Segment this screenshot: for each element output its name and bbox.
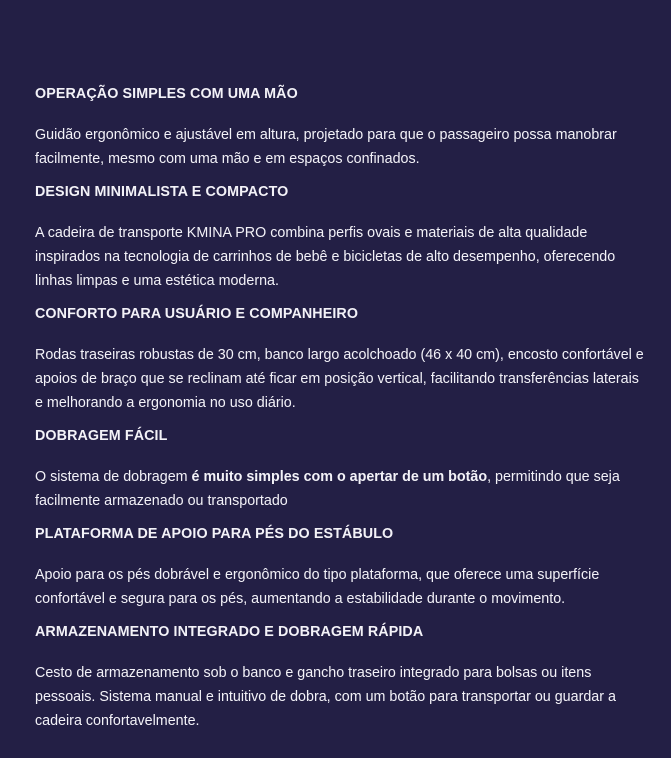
- section-heading: DESIGN MINIMALISTA E COMPACTO: [35, 184, 289, 200]
- feature-section-design: [35, 182, 649, 293]
- section-text: [35, 465, 649, 513]
- section-text-bold: é muito simples com o apertar de um botão: [191, 469, 488, 485]
- section-text: Guidão ergonômico e ajustável em altura, projetado para que o passageiro possa manobrar facilmente, mesmo com uma mão e em espaços confinados.: [35, 127, 617, 167]
- feature-section-footrest: [35, 524, 649, 611]
- feature-section-one-hand: [35, 84, 649, 171]
- section-heading: DOBRAGEM FÁCIL: [35, 428, 168, 444]
- section-heading: ARMAZENAMENTO INTEGRADO E DOBRAGEM RÁPIDA: [35, 624, 424, 640]
- feature-section-comfort: [35, 304, 649, 415]
- feature-section-storage: [35, 622, 649, 733]
- section-text: A cadeira de transporte KMINA PRO combina perfis ovais e materiais de alta qualidade inspirados na tecnologia de carrinhos de bebê e bicicletas de alto desempenho, oferecendo linhas limpas e uma estética moderna.: [35, 225, 616, 289]
- section-text: Apoio para os pés dobrável e ergonômico do tipo plataforma, que oferece uma superfície confortável e segura para os pés, aumentando a estabilidade durante o movimento.: [35, 567, 600, 607]
- section-text-start: O sistema de dobragem: [35, 469, 192, 485]
- section-text: Cesto de armazenamento sob o banco e gancho traseiro integrado para bolsas ou itens pessoais. Sistema manual e intuitivo de dobra, com um botão para transportar ou guardar a cadeira confortavelmente.: [35, 665, 616, 729]
- section-heading: OPERAÇÃO SIMPLES COM UMA MÃO: [35, 86, 298, 102]
- section-text-end: , permitindo que seja facilmente armazenado ou transportado: [35, 469, 620, 509]
- feature-section-folding: [35, 426, 649, 513]
- section-heading: PLATAFORMA DE APOIO PARA PÉS DO ESTÁBULO: [35, 526, 394, 542]
- section-heading: CONFORTO PARA USUÁRIO E COMPANHEIRO: [35, 306, 359, 322]
- section-text: Rodas traseiras robustas de 30 cm, banco largo acolchoado (46 x 40 cm), encosto confortável e apoios de braço que se reclinam até ficar em posição vertical, facilitando transferências laterais e melhorando a ergonomia no uso diário.: [35, 347, 644, 411]
